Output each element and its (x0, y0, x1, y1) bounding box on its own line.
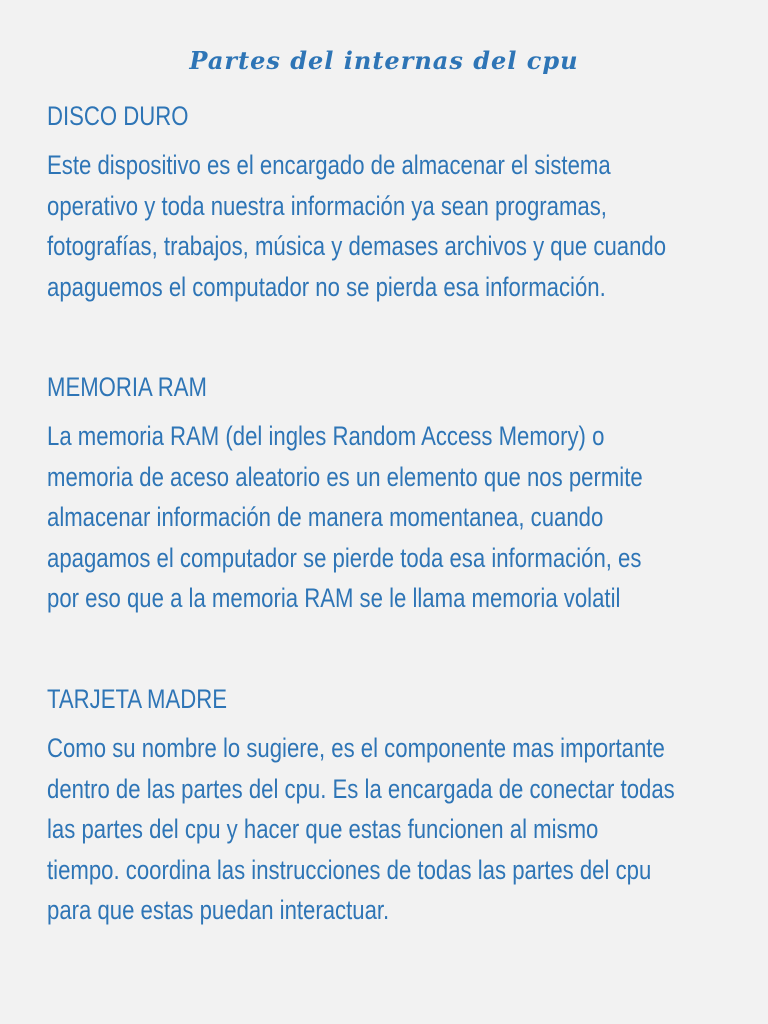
section-memoria-ram (47, 370, 737, 619)
body-line: por eso que a la memoria RAM se le llama memoria volatil (47, 583, 621, 613)
section-body (47, 145, 737, 307)
body-line: La memoria RAM (del ingles Random Access Memory) o (47, 421, 605, 451)
page-title: Partes del internas del cpu (189, 46, 579, 75)
section-disco-duro (47, 99, 737, 307)
body-line: almacenar información de manera momentanea, cuando (47, 502, 604, 532)
body-line: memoria de aceso aleatorio es un elemento que nos permite (47, 461, 643, 492)
body-line: tiempo. coordina las instrucciones de todas las partes del cpu (47, 854, 652, 885)
body-line: Como su nombre lo sugiere, es el componente mas importante (47, 733, 665, 763)
body-line: fotografías, trabajos, música y demases archivos y que cuando (47, 231, 667, 261)
body-line: operativo y toda nuestra información ya sean programas, (47, 190, 607, 221)
body-line: apaguemos el computador no se pierda esa información. (47, 271, 606, 302)
section-body (47, 416, 737, 619)
body-line: apagamos el computador se pierde toda esa información, es (47, 542, 642, 573)
body-line: dentro de las partes del cpu. Es la encargada de conectar todas (47, 773, 675, 804)
body-line: para que estas puedan interactuar. (47, 895, 390, 925)
body-line: las partes del cpu y hacer que estas funcionen al mismo (47, 814, 599, 844)
section-body (47, 728, 737, 931)
section-heading: MEMORIA RAM (47, 372, 207, 402)
body-line: Este dispositivo es el encargado de almacenar el sistema (47, 150, 611, 180)
section-heading: TARJETA MADRE (47, 684, 228, 714)
section-tarjeta-madre (47, 682, 737, 931)
section-heading: DISCO DURO (47, 101, 189, 131)
